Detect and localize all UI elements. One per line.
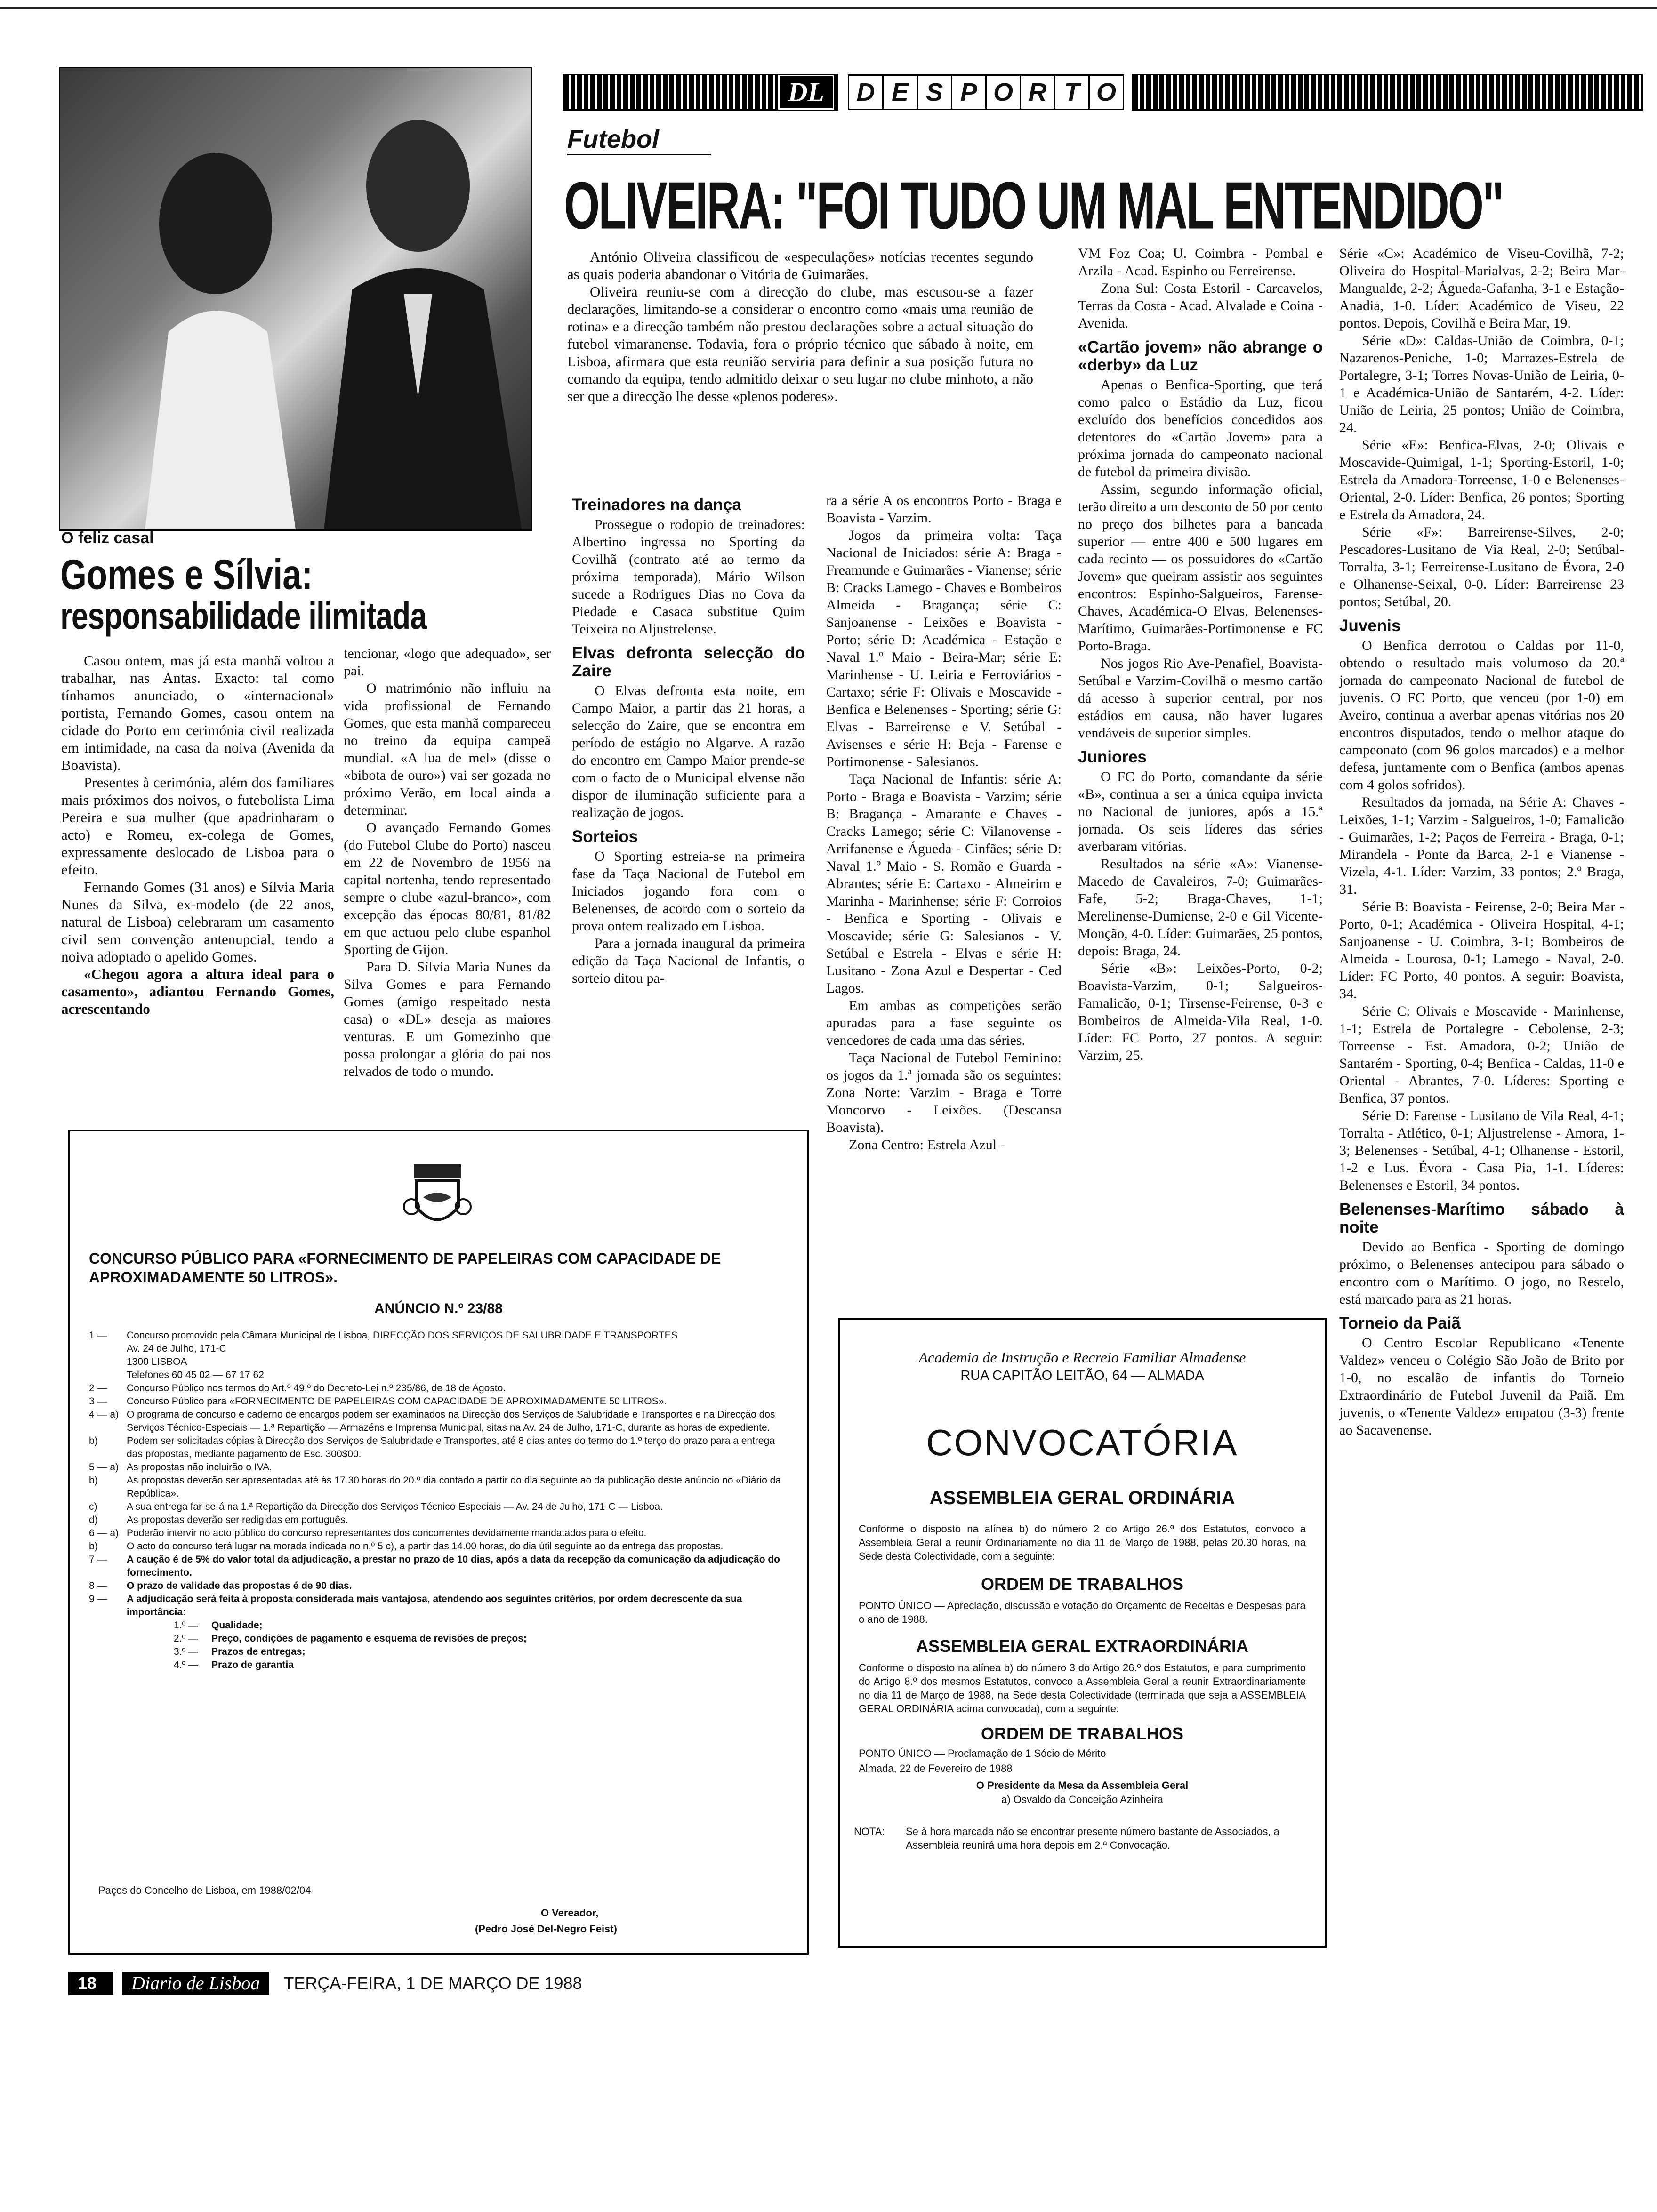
announcement-item-number [89, 1342, 127, 1355]
announcement-item-number: 3 — [89, 1396, 107, 1407]
announcement-item-number: 8 — [89, 1580, 107, 1591]
article-paragraph: Zona Centro: Estrela Azul - [849, 1137, 1005, 1153]
article-paragraph: Nos jogos Rio Ave-Penafiel, Boavista-Setúbal e Varzim-Covilhã o mesmo cartão dá acesso à superior central, por nos estádios em causa, não haver lugares vendáveis de superior simples. [1078, 656, 1323, 741]
column-5 [1078, 245, 1323, 1266]
article-paragraph: Zona Sul: Costa Estoril - Carcavelos, Terras da Costa - Acad. Alvalade e Coina - Avenida. [1078, 281, 1323, 331]
subheading: Sorteios [572, 827, 638, 846]
announcement-item [89, 1540, 786, 1553]
announcement-item-number: 3.º — [174, 1646, 199, 1657]
announcement-item-number: 6 — a) [89, 1528, 119, 1539]
announcement-item-text: Telefones 60 45 02 — 67 17 62 [127, 1370, 264, 1380]
announcement-item-text: O acto do concurso terá lugar na morada indicada no n.º 5 c), a partir das 14.00 horas, do dia útil seguinte ao da entrega das propostas. [127, 1541, 724, 1552]
announcement-item-text: O programa de concurso e caderno de encargos podem ser examinados na Direcção dos Serviços de Salubridade e Transportes e na Direcção dos Serviços Técnico-Especiais — 1.ª Repartição — Armazéns e Imprensa Municipal, sitas na Av. 24 de Julho, 171-C, durante as horas de expediente. [127, 1409, 775, 1433]
article-paragraph: VM Foz Coa; U. Coimbra - Pombal e Arzila - Acad. Espinho ou Ferreirense. [1078, 246, 1323, 279]
article-paragraph: ra a série A os encontros Porto - Braga e Boavista - Varzim. [826, 493, 1062, 526]
wedding-photo [59, 67, 532, 531]
article-paragraph: Série «E»: Benfica-Elvas, 2-0; Olivais e Moscavide-Quimigal, 1-1; Sporting-Estoril, 1-0; Estrela da Amadora-Torreense, 1-0 e Belenenses-Oriental, 2-0. Líder: Benfica, 26 pontos; Sporting e Estrela da Amadora, 24. [1339, 437, 1624, 522]
ordinary-text: Conforme o disposto na alínea b) do número 2 do Artigo 26.º dos Estatutos, convoco a Assembleia Geral a reunir Ordinariamente no dia 11 de Março de 1988, pelas 20.30 horas, na Sede desta Colectividade, com a seguinte: [859, 1523, 1306, 1562]
convocatoria-nota [854, 1825, 1311, 1852]
announcement-item-number [89, 1369, 127, 1382]
announcement-item-text: A caução é de 5% do valor total da adjudicação, a prestar no prazo de 10 dias, após a data da recepção da comunicação da adjudicação do fornecimento. [127, 1554, 780, 1578]
gomes-paragraph: O avançado Fernando Gomes (do Futebol Clube do Porto) nasceu em 22 de Novembro de 1956 na capital nortenha, tendo representado sempre o clube «azul-branco», com excepção das épocas 80/81, 81/82 em que actuou pelo clube espanhol Sporting de Gijon. [344, 820, 551, 957]
announcement-item [89, 1408, 786, 1435]
announcement-item-number: 9 — [89, 1594, 107, 1604]
announcement-item-number: b) [89, 1435, 98, 1446]
article-paragraph: Em ambas as competições serão apuradas para a fase seguinte os vencedores de cada uma das séries. [826, 998, 1062, 1048]
announcement-item-number: 4 — a) [89, 1409, 119, 1420]
announcement-item-number: 1 — [89, 1330, 107, 1341]
oliveira-paragraph: Oliveira reuniu-se com a direcção do clube, mas escusou-se a fazer declarações, limitando-se a considerar o encontro como «mais uma reunião de rotina» e a direcção também não prestou declarações sobre a actual situação do futebol vimaranense. Todavia, fora o próprio técnico que sábado à noite, em Lisboa, afirmara que esta reunião serviria para definir a sua posição futura no comando da equipa, tendo admitido deixar o seu lugar no clube minhoto, a não ser que a direcção lhe desse «plenos poderes». [567, 283, 1033, 404]
ordem-heading-2: ORDEM DE TRABALHOS [981, 1724, 1183, 1743]
article-paragraph: Apenas o Benfica-Sporting, que terá como palco o Estádio da Luz, ficou excluído dos benefícios concedidos aos detentores do «Cartão Jovem» para a próxima jornada do campeonato nacional de futebol da primeira divisão. [1078, 377, 1323, 480]
article-paragraph: Para a jornada inaugural da primeira edição da Taça Nacional de Infantis, o sorteio ditou pa- [572, 936, 805, 986]
announcement-item-text: Preço, condições de pagamento e esquema de revisões de preços; [211, 1633, 527, 1644]
nota-text: Se à hora marcada não se encontrar presente número bastante de Associados, a Assembleia reunirá uma hora depois em 2.ª Convocação. [906, 1826, 1279, 1851]
gomes-column-1 [61, 652, 334, 1108]
announcement-item-number: 1.º — [174, 1620, 199, 1631]
oliveira-intro [567, 248, 1033, 483]
announcement-item-text: Av. 24 de Julho, 171-C [127, 1343, 226, 1354]
headline: OLIVEIRA: "FOI TUDO UM MAL ENTENDIDO" [564, 168, 1503, 243]
article-paragraph: O FC do Porto, comandante da série «B», continua a ser a única equipa invicta no Nacional de juniores, após a 15.ª jornada. Os seis líderes das séries averbaram vitórias. [1078, 769, 1323, 854]
announcement-item [89, 1355, 786, 1369]
announcement-item-text: 1300 LISBOA [127, 1356, 187, 1367]
oliveira-paragraph: António Oliveira classificou de «especulações» notícias recentes segundo as quais poderia abandonar o Vitória de Guimarães. [567, 248, 1033, 282]
gomes-paragraph: Casou ontem, mas já esta manhã voltou a trabalhar, nas Antas. Exacto: tal como tínhamos anunciado, o «internacional» portista, Fernando Gomes, casou ontem na cidade do Porto em cerimónia civil realizada em intimidade, na casa da noiva (Avenida da Boavista). [61, 652, 334, 773]
subheading: «Cartão jovem» não abrange o «derby» da Luz [1078, 338, 1323, 374]
convocatoria-title: CONVOCATÓRIA [926, 1422, 1239, 1463]
announcement-item [89, 1369, 786, 1382]
gomes-column-2 [344, 645, 551, 1108]
section-letter: P [951, 76, 985, 109]
banner-hatch-left [563, 74, 838, 111]
article-paragraph: Série «D»: Caldas-União de Coimbra, 0-1; Nazarenos-Peniche, 1-0; Marrazes-Estrela de Portalegre, 3-1; Torres Novas-União de Leiria, 0-1 e Académica-União de Santarém, 4-2. Líder: União de Leiria, 25 pontos; União de Coimbra, 24. [1339, 333, 1624, 435]
announcement-item-number: c) [89, 1501, 97, 1512]
announcement-item [89, 1329, 786, 1342]
announcement-item-text: O prazo de validade das propostas é de 90 dias. [127, 1580, 352, 1591]
extraordinary-heading: ASSEMBLEIA GERAL EXTRAORDINÁRIA [916, 1636, 1249, 1656]
gomes-paragraph: «Chegou agora a altura ideal para o casamento», adiantou Fernando Gomes, acrescentando [61, 966, 334, 1017]
subheading: Juvenis [1339, 617, 1401, 635]
announcement-item [89, 1593, 786, 1619]
announcement-item-text: A sua entrega far-se-á na 1.ª Repartição da Direcção dos Serviços Técnico-Especiais — Av. 24 de Julho, 171-C — Lisboa. [127, 1501, 663, 1512]
announcement-item-number: 2.º — [174, 1633, 199, 1644]
article-paragraph: Prossegue o rodopio de treinadores: Albertino ingressa no Sporting da Covilhã (contrato até ao termo da próxima temporada), Mário Wilson sucede a Rodrigues Dias no Cova da Piedade e Casaca substitue Quim Teixeira no Aljustrelense. [572, 517, 805, 637]
nota-label: NOTA: [854, 1826, 885, 1837]
announcement-item-text: Prazos de entregas; [211, 1646, 306, 1657]
announcement-item-number: b) [89, 1541, 98, 1552]
article-paragraph: Jogos da primeira volta: Taça Nacional de Iniciados: série A: Braga - Freamunde e Guimarães - Vianense; série B: Cracks Lamego - Chaves e Bombeiros Almeida - Bragança; série C: Sanjoanense - Leixões e Boavista - Porto; série D: Académica - Estação e Naval 1.º Maio - Beira-Mar; série E: Marinhense - U. Leiria e Ferroviários - Cartaxo; série F: Olivais e Moscavide - Benfica e Belenenses - Sporting; série G: Elvas - Barreirense e V. Setúbal - Avisenses e série H: Beja - Farense e Portimonense - Salesianos. [826, 528, 1062, 769]
ordinary-heading: ASSEMBLEIA GERAL ORDINÁRIA [929, 1488, 1235, 1508]
article-paragraph: O Elvas defronta esta noite, em Campo Maior, a partir das 21 horas, a selecção do Zaire, que se encontra em período de estágio no Algarve. A razão do encontro em Campo Maior prende-se com o facto de o Municipal elvense não dispor de iluminação suficiente para a realização de jogos. [572, 683, 805, 820]
convocatoria-president: O Presidente da Mesa da Assembleia Geral [976, 1779, 1189, 1791]
announcement-item [89, 1474, 786, 1500]
announcement-item-text: As propostas deverão ser apresentadas até às 17.30 horas do 20.º dia contado a partir do dia seguinte ao da publicação deste anúncio no «Diário da República». [127, 1475, 781, 1499]
announcement-item [89, 1382, 786, 1395]
announcement-item-text: As propostas deverão ser redigidas em português. [127, 1515, 348, 1525]
convocatoria-date: Almada, 22 de Fevereiro de 1988 [859, 1763, 1013, 1774]
announcement-item-text: Concurso Público nos termos do Art.º 49.º do Decreto-Lei n.º 235/86, de 18 de Agosto. [127, 1383, 506, 1394]
article-paragraph: Resultados da jornada, na Série A: Chaves - Leixões, 1-1; Varzim - Salgueiros, 1-0; Famalicão - Guimarães, 1-2; Paços de Ferreira - Braga, 0-1; Mirandela - Ponte da Barca, 2-1 e Vianense - Vizela, 4-1. Líder: Varzim, 33 pontos; 2.º Braga, 31. [1339, 794, 1624, 897]
footer-bar [68, 1971, 727, 1996]
article-paragraph: Série B: Boavista - Feirense, 2-0; Beira Mar - Porto, 0-1; Académica - Oliveira Hospital, 4-1; Sanjoanense - U. Coimbra, 3-1; Bombeiros de Almeida - Lourosa, 0-1; Lamego - Naval, 2-0. Líder: FC Porto, 40 pontos. A seguir: Boavista, 34. [1339, 899, 1624, 1002]
announcement-item [89, 1632, 786, 1645]
masthead: Diario de Lisboa [120, 1972, 269, 1995]
column-4 [826, 492, 1062, 1301]
top-rule [0, 7, 1657, 9]
announcement-item-text: A adjudicação será feita à proposta considerada mais vantajosa, atendendo aos seguintes critérios, por ordem decrescente da sua importância: [127, 1594, 742, 1618]
announcement-item [89, 1342, 786, 1355]
announcement-box [68, 1130, 809, 1955]
announcement-item [89, 1395, 786, 1408]
announcement-item-text: Poderão intervir no acto público do concurso representantes dos concorrentes devidamente mandatados para o efeito. [127, 1528, 647, 1539]
convocatoria-box [838, 1318, 1327, 1948]
section-letter: O [1088, 76, 1123, 109]
gomes-paragraph: O matrimónio não influiu na vida profissional de Fernando Gomes, que esta manhã compareceu no treino da equipa campeã mundial. «A lua de mel» (disse o «bibota de ouro») vai ser gozada no próximo Verão, em local ainda a determinar. [344, 681, 551, 818]
subheading: Elvas defronta selecção do Zaire [572, 644, 805, 680]
article-paragraph: Série «F»: Barreirense-Silves, 2-0; Pescadores-Lusitano de Via Real, 2-0; Setúbal-Torralta, 3-1; Ferreirense-Lusitano de Évora, 2-0 e Olhanense-Seixal, 0-0. Líder: Barreirense 23 pontos; Setúbal, 20. [1339, 524, 1624, 609]
announcement-item [89, 1619, 786, 1632]
section-letter: O [985, 76, 1020, 109]
announcement-item [89, 1579, 786, 1593]
article-paragraph: O Benfica derrotou o Caldas por 11-0, obtendo o resultado mais volumoso da 20.ª jornada do campeonato Nacional de futebol de juvenis. O FC Porto, que venceu (por 1-0) em Aveiro, continua a averbar apenas vitórias nos 20 encontros disputados, tendo o melhor ataque do campeonato (com 96 golos marcados) e a melhor defesa, juntamente com o Benfica (ambos apenas com 4 golos sofridos). [1339, 638, 1624, 793]
announcement-item [89, 1527, 786, 1540]
section-letter: D [856, 78, 875, 106]
article-paragraph: Taça Nacional de Futebol Feminino: os jogos da 1.ª jornada são os seguintes: Zona Norte: Varzim - Braga e Torre Moncorvo - Leixões. (Descansa Boavista). [826, 1050, 1062, 1135]
article-paragraph: Série C: Olivais e Moscavide - Marinhense, 1-1; Estrela de Portalegre - Cebolense, 2-3; Torreense - Est. Amadora, 0-2; União de Santarém - Sporting, 0-4; Benfica - Caldas, 11-0 e Oriental - Abrantes, 7-0. Líderes: Sporting e Benfica, 37 pontos. [1339, 1003, 1624, 1106]
gomes-paragraph: Para D. Sílvia Maria Nunes da Silva Gomes e para Fernando Gomes (amigo respeitado nesta casa) o «DL» deseja as maiores venturas. E um Gomezinho que possa prolongar a glória do pai nos relvados de todo o mundo. [344, 959, 551, 1079]
article-paragraph: O Sporting estreia-se na primeira fase da Taça Nacional de Futebol em Iniciados jogando fora com o Belenenses, de acordo com o sorteio da prova ontem realizado em Lisboa. [572, 849, 805, 934]
announcement-signer-title: O Vereador, [541, 1907, 599, 1919]
section-letter: R [1020, 76, 1054, 109]
subheading: Belenenses-Marítimo sábado à noite [1339, 1200, 1624, 1236]
announcement-item [89, 1514, 786, 1527]
article-paragraph: Resultados na série «A»: Vianense-Macedo de Cavaleiros, 7-0; Guimarães-Fafe, 5-2; Braga-Chaves, 1-1; Merelinense-Dumiense, 2-0 e Gil Vicente-Monção, 4-0. Líder: Guimarães, 25 pontos, depois: Braga, 24. [1078, 856, 1323, 959]
section-letter: S [917, 76, 951, 109]
article-paragraph: Taça Nacional de Infantis: série A: Porto - Braga e Boavista - Varzim; série B: Bragança - Amarante e Chaves - Cracks Lamego; série C: Vilanovense - Arrifanense e Águeda - Cinfães; série D: Naval 1.º Maio - S. Romão e Guarda - Abrantes; série E: Cartaxo - Almeirim e Marinha - Marinhense; série F: Corroios - Benfica e Sporting - Olivais e Moscavide; série G: Salesianos - V. Setúbal e Estrela - Elvas e série H: Lusitano - Zona Azul e Despertar - Ced Lagos. [826, 771, 1062, 996]
lisbon-coat-of-arms-icon [402, 1155, 473, 1235]
extraordinary-text: Conforme o disposto na alínea b) do número 3 do Artigo 26.º dos Estatutos, e para cumprimento do Artigo 8.º dos mesmos Estatutos, convoco a Assembleia Geral a reunir Extraordinariamente no dia 11 de Março de 1988, na Sede desta Colectividade (terminada que seja a ASSEMBLEIA GERAL ORDINÁRIA acima convocada), com a seguinte: [859, 1662, 1306, 1715]
gomes-title-line1: Gomes e Sílvia: [60, 551, 313, 599]
subheading: Torneio da Paiã [1339, 1314, 1461, 1332]
column-3 [572, 489, 805, 1021]
convocatoria-signature: a) Osvaldo da Conceição Azinheira [1001, 1794, 1163, 1805]
announcement-item [89, 1500, 786, 1514]
announcement-item-text: Concurso Público para «FORNECIMENTO DE PAPELEIRAS COM CAPACIDADE DE APROXIMADAMENTE 50 LITROS». [127, 1396, 667, 1407]
gomes-title-line2: responsabilidade ilimitada [60, 594, 426, 637]
announcement-item-text: Podem ser solicitadas cópias à Direcção dos Serviços de Salubridade e Transportes, até 8 dias antes do termo do 1.º terço do prazo para a entrega das propostas, mediante pagamento de Esc. 300$00. [127, 1435, 775, 1459]
banner-hatch-right [1132, 74, 1643, 111]
announcement-item [89, 1553, 786, 1579]
footer-date: TERÇA-FEIRA, 1 DE MARÇO DE 1988 [283, 1973, 582, 1993]
kicker: Futebol [567, 125, 711, 155]
announcement-item [89, 1659, 786, 1672]
announcement-items [89, 1329, 786, 1861]
subheading: Juniores [1078, 748, 1147, 766]
subheading: Treinadores na dança [572, 496, 741, 514]
gomes-paragraph: Presentes à cerimónia, além dos familiares mais próximos dos noivos, o futebolista Lima Pereira e sua mulher (que apadrinharam o acto) e Romeu, ex-colega de Gomes, expressamente deslocado de Lisboa para o efeito. [61, 774, 334, 878]
announcement-item-text: Qualidade; [211, 1620, 263, 1631]
section-banner [563, 71, 1643, 114]
ordem-heading-1: ORDEM DE TRABALHOS [981, 1574, 1183, 1594]
page-number: 18 [68, 1972, 113, 1995]
section-letter: E [882, 76, 917, 109]
announcement-title: CONCURSO PÚBLICO PARA «FORNECIMENTO DE PAPELEIRAS COM CAPACIDADE DE APROXIMADAMENTE 50 LITROS». [89, 1250, 721, 1286]
couple-silhouette-icon [60, 68, 531, 529]
ponto-unico-1: PONTO ÚNICO — Apreciação, discussão e votação do Orçamento de Receitas e Despesas para o ano de 1988. [859, 1600, 1306, 1625]
announcement-number: ANÚNCIO N.º 23/88 [374, 1301, 503, 1316]
announcement-item-number: b) [89, 1475, 98, 1486]
column-6 [1339, 245, 1624, 1953]
announcement-place: Paços do Concelho de Lisboa, em 1988/02/04 [98, 1884, 311, 1896]
section-letter: T [1054, 76, 1088, 109]
announcement-item-number [89, 1355, 127, 1369]
article-paragraph: Série «B»: Leixões-Porto, 0-2; Boavista-Varzim, 0-1; Salgueiros-Famalicão, 0-1; Tirsense-Feirense, 0-3 e Bombeiros de Almeida-Vila Real, 1-0. Líder: FC Porto, 27 pontos. A seguir: Varzim, 25. [1078, 961, 1323, 1063]
gomes-paragraph: Fernando Gomes (31 anos) e Sílvia Maria Nunes da Silva, ex-modelo (de 22 anos, natural de Lisboa) celebraram um casamento civil sem convenção antenupcial, tendo a noiva adoptado o apelido Gomes. [61, 879, 334, 965]
announcement-item-text: As propostas não incluirão o IVA. [127, 1462, 272, 1473]
convocatoria-org: Academia de Instrução e Recreio Familiar Almadense [918, 1349, 1246, 1366]
article-paragraph: Série «C»: Académico de Viseu-Covilhã, 7-2; Oliveira do Hospital-Marialvas, 2-2; Beira Mar-Mangualde, 2-2; Águeda-Gafanha, 3-1 e Estação-Anadia, 1-0. Líder: Académico de Viseu, 22 pontos. Depois, Covilhã e Beira Mar, 19. [1339, 246, 1624, 331]
announcement-item-number: 4.º — [174, 1659, 199, 1670]
announcement-item-number: 7 — [89, 1554, 107, 1565]
announcement-item [89, 1435, 786, 1461]
article-paragraph: Devido ao Benfica - Sporting de domingo próximo, o Belenenses antecipou para sábado o encontro com o Marítimo. O jogo, no Restelo, está marcado para as 21 horas. [1339, 1239, 1624, 1307]
announcement-item [89, 1461, 786, 1474]
convocatoria-address: RUA CAPITÃO LEITÃO, 64 — ALMADA [960, 1368, 1204, 1383]
announcement-item-number: d) [89, 1515, 98, 1525]
announcement-item-number: 5 — a) [89, 1462, 119, 1473]
announcement-item-text: Concurso promovido pela Câmara Municipal de Lisboa, DIRECÇÃO DOS SERVIÇOS DE SALUBRIDADE E TRANSPORTES [127, 1330, 678, 1341]
section-title-letters [848, 74, 1124, 110]
gomes-paragraph: tencionar, «logo que adequado», ser pai. [344, 646, 551, 679]
announcement-item [89, 1645, 786, 1659]
photo-caption: O feliz casal [61, 529, 154, 547]
announcement-item-number: 2 — [89, 1383, 107, 1394]
article-paragraph: Série D: Farense - Lusitano de Vila Real, 4-1; Torralta - Atlético, 0-1; Aljustrelense - Amora, 1-3; Belenenses - Setúbal, 4-1; Olhanense - Estoril, 1-2 e Lus. Évora - Casa Pia, 1-1. Líderes: Belenenses e Estoril, 34 pontos. [1339, 1108, 1624, 1193]
announcement-signer-name: (Pedro José Del-Negro Feist) [475, 1923, 617, 1935]
dl-logo: DL [778, 75, 834, 110]
ponto-unico-2: PONTO ÚNICO — Proclamação de 1 Sócio de Mérito [859, 1747, 1106, 1759]
announcement-item-text: Prazo de garantia [211, 1659, 294, 1670]
article-paragraph: Assim, segundo informação oficial, terão direito a um desconto de 50 por cento no preço dos bilhetes para a bancada superior — entre 400 e 500 lugares em cada recinto — os possuidores do «Cartão Jovem» que queiram assistir aos seguintes encontros: Espinho-Salgueiros, Farense-Chaves, Académica-O Elvas, Belenenses-Marítimo, Guimarães-Portimonense e FC Porto-Braga. [1078, 481, 1323, 654]
article-paragraph: O Centro Escolar Republicano «Tenente Valdez» venceu o Colégio São João de Brito por 1-0, no escalão de infantis do Torneio Extraordinário de Futebol Juvenil da Paiã. Em juvenis, o «Tenente Valdez» empatou (3-3) frente ao Sacavenense. [1339, 1335, 1624, 1438]
